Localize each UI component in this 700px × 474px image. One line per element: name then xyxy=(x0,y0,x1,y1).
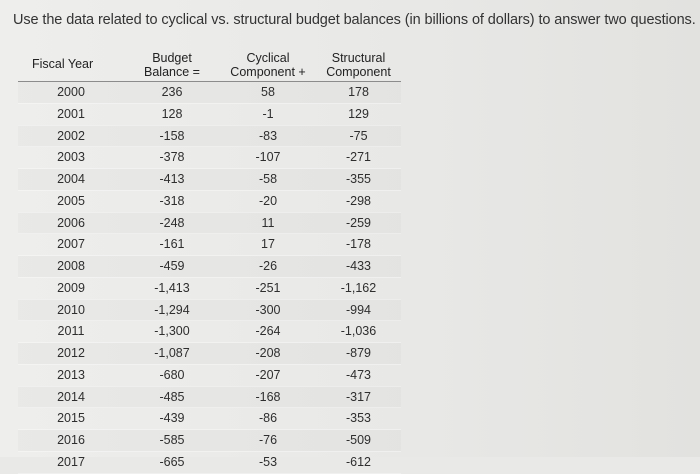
cell-fiscal-year: 2014 xyxy=(18,386,124,408)
cell-structural-component: -298 xyxy=(316,190,401,212)
cell-cyclical-component: -53 xyxy=(220,451,316,473)
cell-structural-component: -994 xyxy=(316,299,401,321)
cell-fiscal-year: 2002 xyxy=(18,125,124,147)
cell-structural-component: -75 xyxy=(316,125,401,147)
cell-fiscal-year: 2005 xyxy=(18,190,124,212)
table-row xyxy=(18,212,401,234)
table-row xyxy=(18,430,401,452)
cell-fiscal-year: 2012 xyxy=(18,343,124,365)
table-row xyxy=(18,82,401,104)
cell-budget-balance: -248 xyxy=(124,212,220,234)
header-cyclical-line2: Component + xyxy=(230,65,306,79)
question-instruction: Use the data related to cyclical vs. structural budget balances (in billions of dollars) to answer two questions. xyxy=(13,12,696,28)
cell-structural-component: -612 xyxy=(316,451,401,473)
cell-structural-component: -433 xyxy=(316,256,401,278)
cell-fiscal-year: 2006 xyxy=(18,212,124,234)
cell-structural-component: -879 xyxy=(316,343,401,365)
cell-structural-component: -473 xyxy=(316,364,401,386)
cell-fiscal-year: 2000 xyxy=(18,82,124,104)
cell-fiscal-year: 2015 xyxy=(18,408,124,430)
cell-fiscal-year: 2008 xyxy=(18,256,124,278)
table-row xyxy=(18,190,401,212)
cell-cyclical-component: -26 xyxy=(220,256,316,278)
table-body xyxy=(18,82,401,474)
cell-cyclical-component: -251 xyxy=(220,277,316,299)
cell-structural-component: -509 xyxy=(316,430,401,452)
table-row xyxy=(18,103,401,125)
cell-cyclical-component: 11 xyxy=(220,212,316,234)
cell-budget-balance: -459 xyxy=(124,256,220,278)
cell-structural-component: 129 xyxy=(316,103,401,125)
cell-budget-balance: -158 xyxy=(124,125,220,147)
header-fiscal-year: Fiscal Year xyxy=(18,51,124,82)
table-row xyxy=(18,277,401,299)
cell-cyclical-component: -86 xyxy=(220,408,316,430)
cell-structural-component: -259 xyxy=(316,212,401,234)
cell-fiscal-year: 2013 xyxy=(18,364,124,386)
header-structural-line1: Structural xyxy=(331,51,386,65)
cell-budget-balance: -485 xyxy=(124,386,220,408)
cell-budget-balance: 236 xyxy=(124,82,220,104)
table-row xyxy=(18,169,401,191)
cell-cyclical-component: -20 xyxy=(220,190,316,212)
header-cyclical-line1: Cyclical xyxy=(246,51,290,65)
cell-budget-balance: -1,087 xyxy=(124,343,220,365)
cell-budget-balance: -161 xyxy=(124,234,220,256)
table-row xyxy=(18,386,401,408)
cell-fiscal-year: 2017 xyxy=(18,451,124,473)
cell-cyclical-component: -1 xyxy=(220,103,316,125)
cell-fiscal-year: 2011 xyxy=(18,321,124,343)
cell-cyclical-component: -168 xyxy=(220,386,316,408)
table-row xyxy=(18,408,401,430)
cell-budget-balance: -413 xyxy=(124,169,220,191)
cell-cyclical-component: -208 xyxy=(220,343,316,365)
table-header-row xyxy=(18,51,401,82)
table-row xyxy=(18,321,401,343)
cell-budget-balance: -439 xyxy=(124,408,220,430)
table-row xyxy=(18,147,401,169)
table-row xyxy=(18,256,401,278)
cell-budget-balance: -1,294 xyxy=(124,299,220,321)
header-budget-balance xyxy=(124,51,220,82)
header-cyclical-component xyxy=(220,51,316,82)
cell-structural-component: 178 xyxy=(316,82,401,104)
header-budget-line2: Balance = xyxy=(144,65,200,79)
cell-budget-balance: -1,300 xyxy=(124,321,220,343)
header-budget-line1: Budget xyxy=(152,51,192,65)
cell-cyclical-component: -107 xyxy=(220,147,316,169)
table-row xyxy=(18,125,401,147)
cell-budget-balance: -318 xyxy=(124,190,220,212)
cell-budget-balance: 128 xyxy=(124,103,220,125)
table-row xyxy=(18,299,401,321)
cell-cyclical-component: -300 xyxy=(220,299,316,321)
cell-cyclical-component: 17 xyxy=(220,234,316,256)
cell-cyclical-component: -76 xyxy=(220,430,316,452)
cell-fiscal-year: 2001 xyxy=(18,103,124,125)
cell-structural-component: -1,036 xyxy=(316,321,401,343)
cell-budget-balance: -680 xyxy=(124,364,220,386)
cell-budget-balance: -585 xyxy=(124,430,220,452)
cell-cyclical-component: -83 xyxy=(220,125,316,147)
header-structural-line2: Component xyxy=(326,65,391,79)
cell-structural-component: -178 xyxy=(316,234,401,256)
cell-fiscal-year: 2007 xyxy=(18,234,124,256)
table-row xyxy=(18,234,401,256)
header-structural-component xyxy=(316,51,401,82)
cell-fiscal-year: 2010 xyxy=(18,299,124,321)
cell-structural-component: -355 xyxy=(316,169,401,191)
table-row xyxy=(18,451,401,473)
cell-budget-balance: -378 xyxy=(124,147,220,169)
cell-cyclical-component: -207 xyxy=(220,364,316,386)
table-row xyxy=(18,364,401,386)
cell-fiscal-year: 2003 xyxy=(18,147,124,169)
budget-balance-table xyxy=(18,51,401,474)
table-row xyxy=(18,343,401,365)
cell-cyclical-component: 58 xyxy=(220,82,316,104)
cell-fiscal-year: 2016 xyxy=(18,430,124,452)
cell-structural-component: -353 xyxy=(316,408,401,430)
cell-structural-component: -1,162 xyxy=(316,277,401,299)
cell-budget-balance: -1,413 xyxy=(124,277,220,299)
cell-cyclical-component: -264 xyxy=(220,321,316,343)
cell-cyclical-component: -58 xyxy=(220,169,316,191)
cell-structural-component: -271 xyxy=(316,147,401,169)
cell-structural-component: -317 xyxy=(316,386,401,408)
cell-fiscal-year: 2009 xyxy=(18,277,124,299)
cell-fiscal-year: 2004 xyxy=(18,169,124,191)
cell-budget-balance: -665 xyxy=(124,451,220,473)
